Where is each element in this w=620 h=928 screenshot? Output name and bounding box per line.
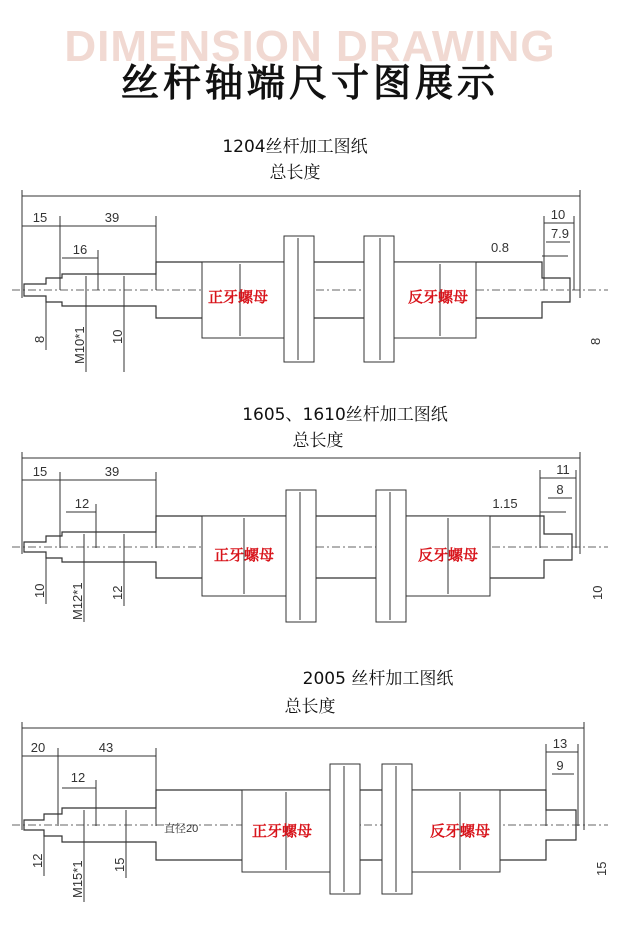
dim-right-b: 9 (556, 758, 564, 773)
drawing-title: 1204丝杆加工图纸 (222, 137, 368, 157)
dim-thread-len: 12 (70, 770, 86, 785)
nut-right-label: 反牙螺母 (407, 288, 469, 306)
dim-right-a: 10 (550, 207, 566, 222)
drawing-title: 2005 丝杆加工图纸 (302, 669, 454, 689)
nut-left-label: 正牙螺母 (251, 822, 313, 840)
drawing-title: 1605、1610丝杆加工图纸 (242, 405, 448, 425)
dia-right: 15 (594, 861, 609, 876)
dia-d1: 8 (32, 335, 47, 343)
dim-thread-len: 16 (72, 242, 88, 257)
dia-d1: 10 (32, 583, 47, 598)
total-length-label: 总长度 (284, 697, 336, 717)
dia-d2: 15 (112, 857, 127, 872)
dim-right-b: 7.9 (550, 226, 570, 241)
dia-thread: M10*1 (72, 326, 87, 364)
dia-right: 8 (588, 337, 603, 345)
drawing-1204 (12, 137, 608, 372)
nut-left-label: 正牙螺母 (213, 546, 275, 564)
dia-thread: M15*1 (70, 860, 85, 898)
dim-left-a: 15 (32, 210, 48, 225)
dim-left-b: 43 (98, 740, 114, 755)
page-title: 丝杆轴端尺寸图展示 (120, 61, 499, 105)
dim-groove: 0.8 (490, 240, 510, 255)
dia-thread: M12*1 (70, 582, 85, 620)
dia-d1: 12 (30, 853, 45, 868)
nut-left-label: 正牙螺母 (207, 288, 269, 306)
dim-left-b: 39 (104, 210, 120, 225)
dia-right: 10 (590, 585, 605, 600)
dim-right-a: 11 (556, 462, 570, 477)
drawing-2005 (12, 669, 609, 902)
dia-shaft: 直径20 (164, 823, 199, 835)
dim-left-b: 39 (104, 464, 120, 479)
dim-right-b: 8 (556, 482, 564, 497)
total-length-label: 总长度 (269, 163, 321, 183)
watermark-text: DIMENSION DRAWING (64, 22, 556, 71)
dim-left-a: 20 (30, 740, 46, 755)
dim-thread-len: 12 (74, 496, 90, 511)
dia-d2: 10 (110, 329, 125, 344)
dim-left-a: 15 (32, 464, 48, 479)
dim-groove: 1.15 (492, 496, 518, 511)
nut-right-label: 反牙螺母 (417, 546, 479, 564)
total-length-label: 总长度 (292, 431, 344, 451)
nut-right-label: 反牙螺母 (429, 822, 491, 840)
drawing-1605-1610 (12, 405, 608, 622)
dim-right-a: 13 (552, 736, 568, 751)
dia-d2: 12 (110, 585, 125, 600)
